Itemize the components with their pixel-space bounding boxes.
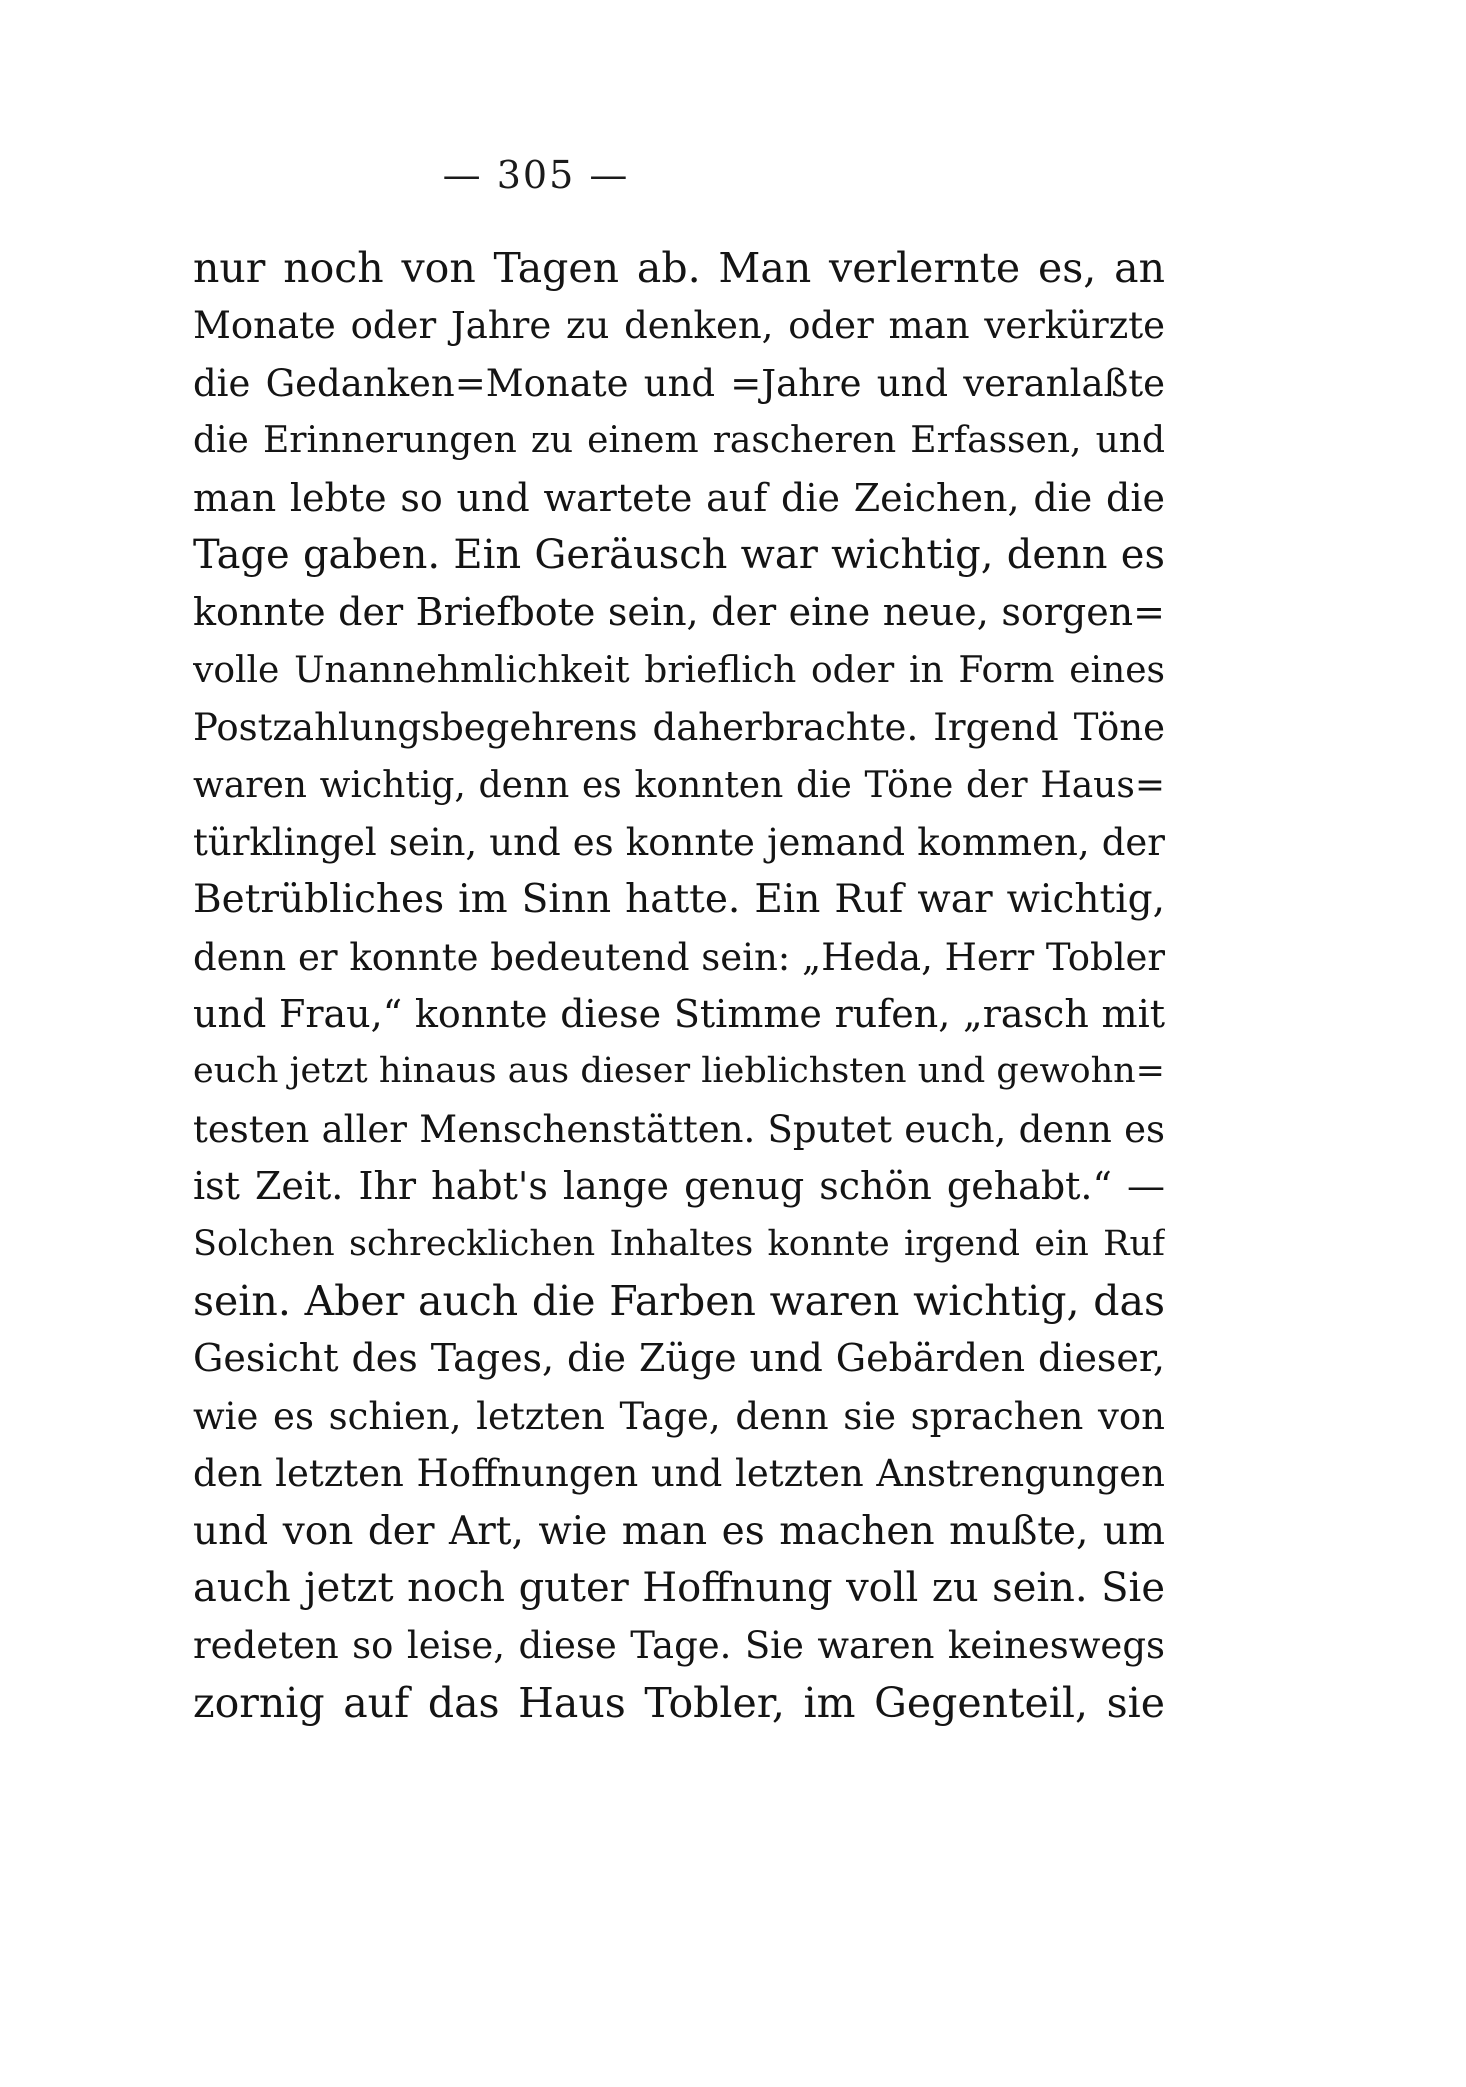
page-number: — 305 — bbox=[442, 153, 630, 197]
text-line: und Frau,“ konnte diese Stimme rufen, „rasch mit bbox=[193, 992, 1165, 1037]
text-line: wie es schien, letzten Tage, denn sie sprachen von bbox=[193, 1394, 1165, 1438]
body-text bbox=[193, 240, 1165, 1732]
text-line: waren wichtig, denn es konnten die Töne der Haus= bbox=[193, 764, 1165, 806]
text-line: zornig auf das Haus Tobler, im Gegenteil, sie bbox=[193, 1678, 1165, 1727]
text-line: die Gedanken=Monate und =Jahre und veranlaßte bbox=[193, 361, 1165, 405]
text-line: die Erinnerungen zu einem rascheren Erfassen, und bbox=[193, 420, 1165, 462]
text-line: türklingel sein, und es konnte jemand kommen, der bbox=[193, 820, 1165, 864]
text-line: Monate oder Jahre zu denken, oder man verkürzte bbox=[193, 304, 1165, 348]
text-line: und von der Art, wie man es machen mußte, um bbox=[193, 1508, 1165, 1554]
text-line: Betrübliches im Sinn hatte. Ein Ruf war wichtig, bbox=[193, 877, 1165, 923]
text-line: Postzahlungsbegehrens daherbrachte. Irgend Töne bbox=[193, 706, 1165, 750]
text-line: man lebte so und wartete auf die Zeichen, die die bbox=[193, 475, 1165, 520]
text-line: volle Unannehmlichkeit brieflich oder in Form eines bbox=[193, 649, 1165, 691]
text-line: Solchen schrecklichen Inhaltes konnte irgend ein Ruf bbox=[193, 1223, 1165, 1264]
text-line: testen aller Menschenstätten. Sputet euch, denn es bbox=[193, 1107, 1165, 1151]
text-line: euch jetzt hinaus aus dieser lieblichsten und gewohn= bbox=[193, 1051, 1165, 1092]
text-line: konnte der Briefbote sein, der eine neue, sorgen= bbox=[193, 590, 1165, 635]
text-line: denn er konnte bedeutend sein: „Heda, Herr Tobler bbox=[193, 935, 1165, 979]
text-line: den letzten Hoffnungen und letzten Anstrengungen bbox=[193, 1452, 1165, 1496]
text-line: redeten so leise, diese Tage. Sie waren keineswegs bbox=[193, 1624, 1165, 1668]
text-line: auch jetzt noch guter Hoffnung voll zu sein. Sie bbox=[193, 1564, 1165, 1611]
text-line: nur noch von Tagen ab. Man verlernte es, an bbox=[193, 244, 1165, 292]
text-line: ist Zeit. Ihr habt's lange genug schön gehabt.“ — bbox=[193, 1164, 1165, 1209]
text-line: sein. Aber auch die Farben waren wichtig, das bbox=[193, 1277, 1165, 1326]
text-line: Gesicht des Tages, die Züge und Gebärden dieser, bbox=[193, 1336, 1165, 1381]
text-line: Tage gaben. Ein Geräusch war wichtig, denn es bbox=[193, 531, 1165, 578]
